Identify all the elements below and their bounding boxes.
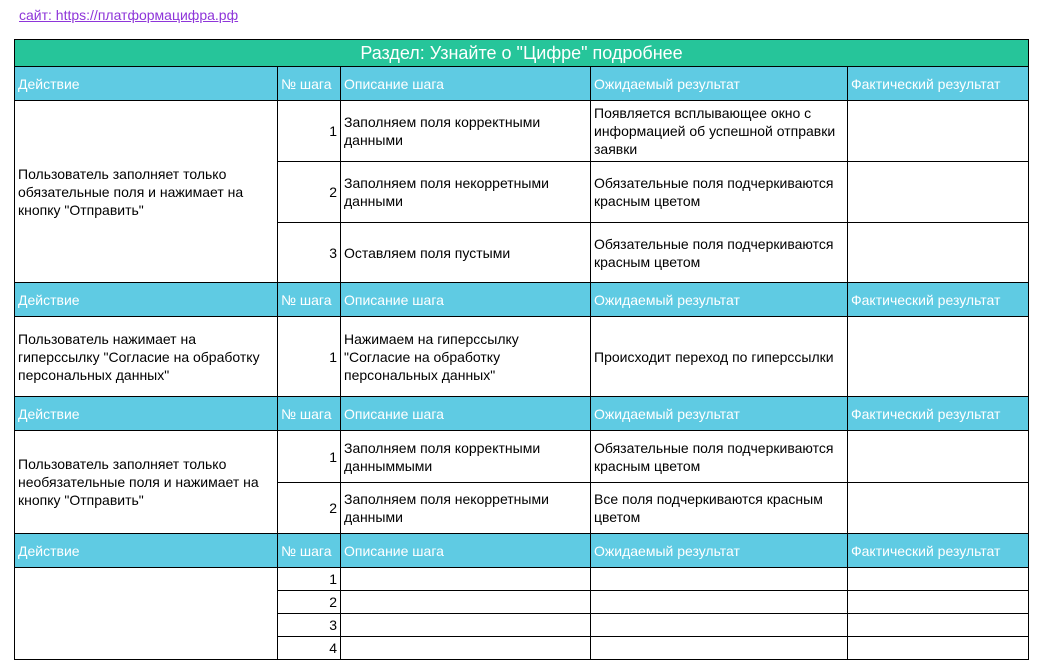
header-expected-result: Ожидаемый результат: [591, 397, 848, 431]
section-title: Раздел: Узнайте о "Цифре" подробнее: [15, 40, 1029, 67]
step-description-cell[interactable]: Заполняем поля некорретными данными: [341, 483, 591, 534]
step-description-cell[interactable]: [341, 614, 591, 637]
step-number-cell[interactable]: 1: [278, 317, 341, 397]
expected-result-cell[interactable]: [591, 591, 848, 614]
header-row: [15, 283, 1029, 317]
expected-result-cell[interactable]: Обязательные поля подчеркиваются красным цветом: [591, 431, 848, 483]
expected-result-cell[interactable]: [591, 637, 848, 660]
header-actual-result: Фактический результат: [848, 397, 1029, 431]
header-step-number: № шага: [278, 534, 341, 568]
actual-result-cell[interactable]: [848, 614, 1029, 637]
step-number-cell[interactable]: 4: [278, 637, 341, 660]
expected-result-cell[interactable]: Происходит переход по гиперссылки: [591, 317, 848, 397]
actual-result-cell[interactable]: [848, 431, 1029, 483]
header-action: Действие: [15, 397, 278, 431]
expected-result-cell[interactable]: Обязательные поля подчеркиваются красным цветом: [591, 223, 848, 283]
header-actual-result: Фактический результат: [848, 534, 1029, 568]
actual-result-cell[interactable]: [848, 317, 1029, 397]
test-case-table: [14, 39, 1029, 660]
step-description-cell[interactable]: Заполняем поля корректными данныммыми: [341, 431, 591, 483]
step-row: [15, 431, 1029, 483]
step-number-cell[interactable]: 3: [278, 614, 341, 637]
header-action: Действие: [15, 283, 278, 317]
step-number-cell[interactable]: 1: [278, 101, 341, 162]
header-step-description: Описание шага: [341, 397, 591, 431]
step-row: [15, 101, 1029, 162]
step-row: [15, 568, 1029, 591]
expected-result-cell[interactable]: Появляется всплывающее окно с информацией об успешной отправки заявки: [591, 101, 848, 162]
action-cell[interactable]: [15, 568, 278, 660]
section-title-row: [15, 40, 1029, 67]
header-step-number: № шага: [278, 67, 341, 101]
step-number-cell[interactable]: 1: [278, 431, 341, 483]
step-description-cell[interactable]: Заполняем поля некорретными данными: [341, 162, 591, 223]
header-actual-result: Фактический результат: [848, 67, 1029, 101]
expected-result-cell[interactable]: Все поля подчеркиваются красным цветом: [591, 483, 848, 534]
header-action: Действие: [15, 67, 278, 101]
header-actual-result: Фактический результат: [848, 283, 1029, 317]
action-cell[interactable]: Пользователь заполняет только необязательные поля и нажимает на кнопку "Отправить": [15, 431, 278, 534]
header-row: [15, 534, 1029, 568]
header-step-description: Описание шага: [341, 534, 591, 568]
header-step-number: № шага: [278, 397, 341, 431]
step-description-cell[interactable]: Нажимаем на гиперссылку "Согласие на обработку персональных данных": [341, 317, 591, 397]
header-step-description: Описание шага: [341, 67, 591, 101]
step-number-cell[interactable]: 2: [278, 591, 341, 614]
step-description-cell[interactable]: [341, 591, 591, 614]
expected-result-cell[interactable]: Обязательные поля подчеркиваются красным цветом: [591, 162, 848, 223]
actual-result-cell[interactable]: [848, 483, 1029, 534]
header-step-description: Описание шага: [341, 283, 591, 317]
header-expected-result: Ожидаемый результат: [591, 283, 848, 317]
actual-result-cell[interactable]: [848, 568, 1029, 591]
header-row: [15, 67, 1029, 101]
expected-result-cell[interactable]: [591, 568, 848, 591]
action-cell[interactable]: Пользователь заполняет только обязательные поля и нажимает на кнопку "Отправить": [15, 101, 278, 283]
step-number-cell[interactable]: 2: [278, 483, 341, 534]
expected-result-cell[interactable]: [591, 614, 848, 637]
step-description-cell[interactable]: Оставляем поля пустыми: [341, 223, 591, 283]
step-description-cell[interactable]: Заполняем поля корректными данными: [341, 101, 591, 162]
action-cell[interactable]: Пользователь нажимает на гиперссылку "Согласие на обработку персональных данных": [15, 317, 278, 397]
step-row: [15, 317, 1029, 397]
actual-result-cell[interactable]: [848, 162, 1029, 223]
actual-result-cell[interactable]: [848, 637, 1029, 660]
step-description-cell[interactable]: [341, 568, 591, 591]
step-number-cell[interactable]: 2: [278, 162, 341, 223]
step-number-cell[interactable]: 3: [278, 223, 341, 283]
header-row: [15, 397, 1029, 431]
site-link[interactable]: сайт: https://платформацифра.рф: [19, 7, 239, 23]
actual-result-cell[interactable]: [848, 101, 1029, 162]
header-step-number: № шага: [278, 283, 341, 317]
actual-result-cell[interactable]: [848, 591, 1029, 614]
header-expected-result: Ожидаемый результат: [591, 534, 848, 568]
actual-result-cell[interactable]: [848, 223, 1029, 283]
step-number-cell[interactable]: 1: [278, 568, 341, 591]
header-expected-result: Ожидаемый результат: [591, 67, 848, 101]
header-action: Действие: [15, 534, 278, 568]
step-description-cell[interactable]: [341, 637, 591, 660]
